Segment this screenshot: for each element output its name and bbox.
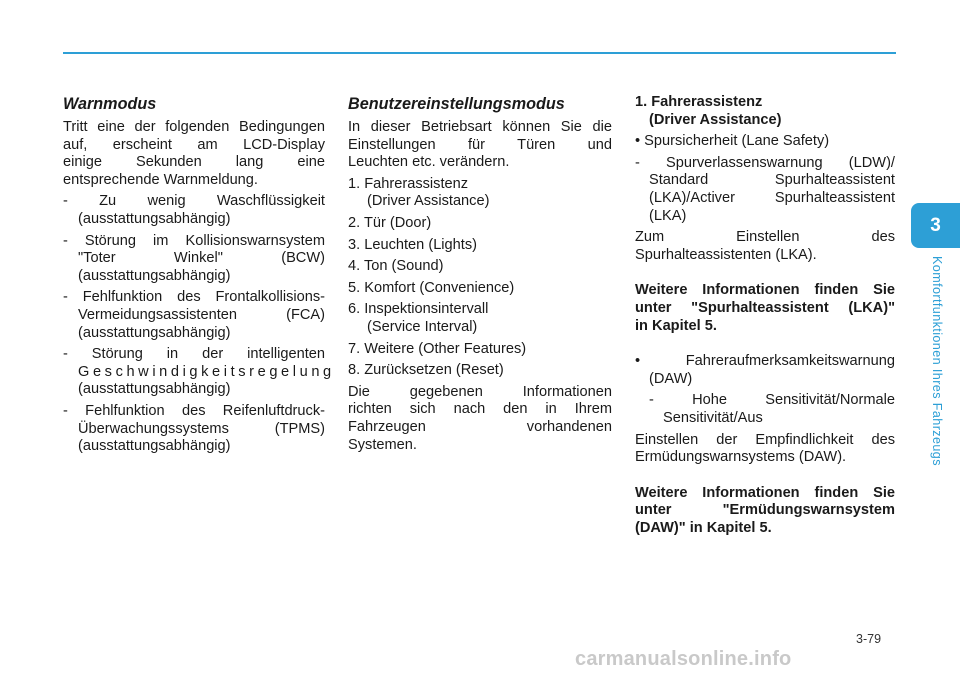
page-number: 3-79 bbox=[856, 632, 882, 646]
menu-item: 7. Weitere (Other Features) bbox=[348, 340, 527, 357]
section-heading-warnmodus: Warnmodus bbox=[63, 95, 157, 113]
column-warning-mode bbox=[63, 94, 335, 460]
menu-item: 1. Fahrerassistenz (Driver Assistance) bbox=[348, 175, 490, 210]
menu-item: 2. Tür (Door) bbox=[348, 214, 432, 231]
bullet-item: • Spursicherheit (Lane Safety) bbox=[635, 133, 830, 150]
intro-paragraph: Tritt eine der folgenden Bedingungen auf, erscheint am LCD-Display einige Sekunden lang eine entsprechende Warnmeldung. bbox=[63, 119, 325, 188]
paragraph: Einstellen der Empfindlichkeit des Ermüdungswarnsystems (DAW). bbox=[635, 431, 895, 466]
subsection-heading: 1. Fahrerassistenz (Driver Assistance) bbox=[635, 94, 782, 128]
section-heading-benutzereinstellungsmodus: Benutzereinstellungsmodus bbox=[348, 95, 565, 113]
watermark: carmanualsonline.info bbox=[575, 648, 792, 670]
warning-item: - Zu wenig Waschflüssigkeit (ausstattungsabhängig) bbox=[63, 193, 325, 227]
top-rule bbox=[63, 52, 896, 54]
menu-item: 5. Komfort (Convenience) bbox=[348, 279, 515, 296]
chapter-tab: 3 bbox=[911, 203, 960, 248]
warning-item: - Störung im Kollisionswarnsystem "Toter Winkel" (BCW) (ausstattungsabhängig) bbox=[63, 232, 325, 284]
menu-item: 8. Zurücksetzen (Reset) bbox=[348, 362, 504, 379]
cross-reference-note: Weitere Informationen finden Sie unter "Spurhalteassistent (LKA)" in Kapitel 5. bbox=[635, 282, 895, 334]
outro-paragraph: Die gegebenen Informationen richten sich nach den in Ihrem Fahrzeugen vorhandenen Systemen. bbox=[348, 383, 612, 453]
column-driver-assistance bbox=[635, 94, 895, 541]
warning-item: - Fehlfunktion des Frontalkollisions- Vermeidungsassistenten (FCA) (ausstattungsabhängig) bbox=[63, 289, 325, 341]
cross-reference-note: Weitere Informationen finden Sie unter "Ermüdungswarnsystem (DAW)" in Kapitel 5. bbox=[635, 484, 895, 536]
bullet-item: • Fahreraufmerksamkeitswarnung (DAW) bbox=[635, 353, 895, 387]
dash-item: - Spurverlassenswarnung (LDW)/ Standard Spurhalteassistent (LKA)/Activer Spurhalteassistent (LKA) bbox=[635, 154, 895, 224]
menu-item: 6. Inspektionsintervall (Service Interval) bbox=[348, 301, 489, 335]
intro-paragraph: In dieser Betriebsart können Sie die Einstellungen für Türen und Leuchten etc. verändern. bbox=[348, 119, 612, 171]
paragraph: Zum Einstellen des Spurhalteassistenten (LKA). bbox=[635, 229, 895, 263]
column-user-settings bbox=[348, 94, 612, 458]
menu-item: 4. Ton (Sound) bbox=[348, 258, 444, 275]
dash-item: - Hohe Sensitivität/Normale Sensitivität/Aus bbox=[649, 392, 895, 426]
warning-item: - Fehlfunktion des Reifenluftdruck- Überwachungssystems (TPMS) (ausstattungsabhängig) bbox=[63, 402, 325, 455]
menu-item: 3. Leuchten (Lights) bbox=[348, 236, 477, 253]
warning-item: - Störung in der intelligenten Geschwindigkeitsregelung (ausstattungsabhängig) bbox=[63, 346, 335, 398]
chapter-title: Komfortfunktionen Ihres Fahrzeugs bbox=[930, 256, 944, 466]
